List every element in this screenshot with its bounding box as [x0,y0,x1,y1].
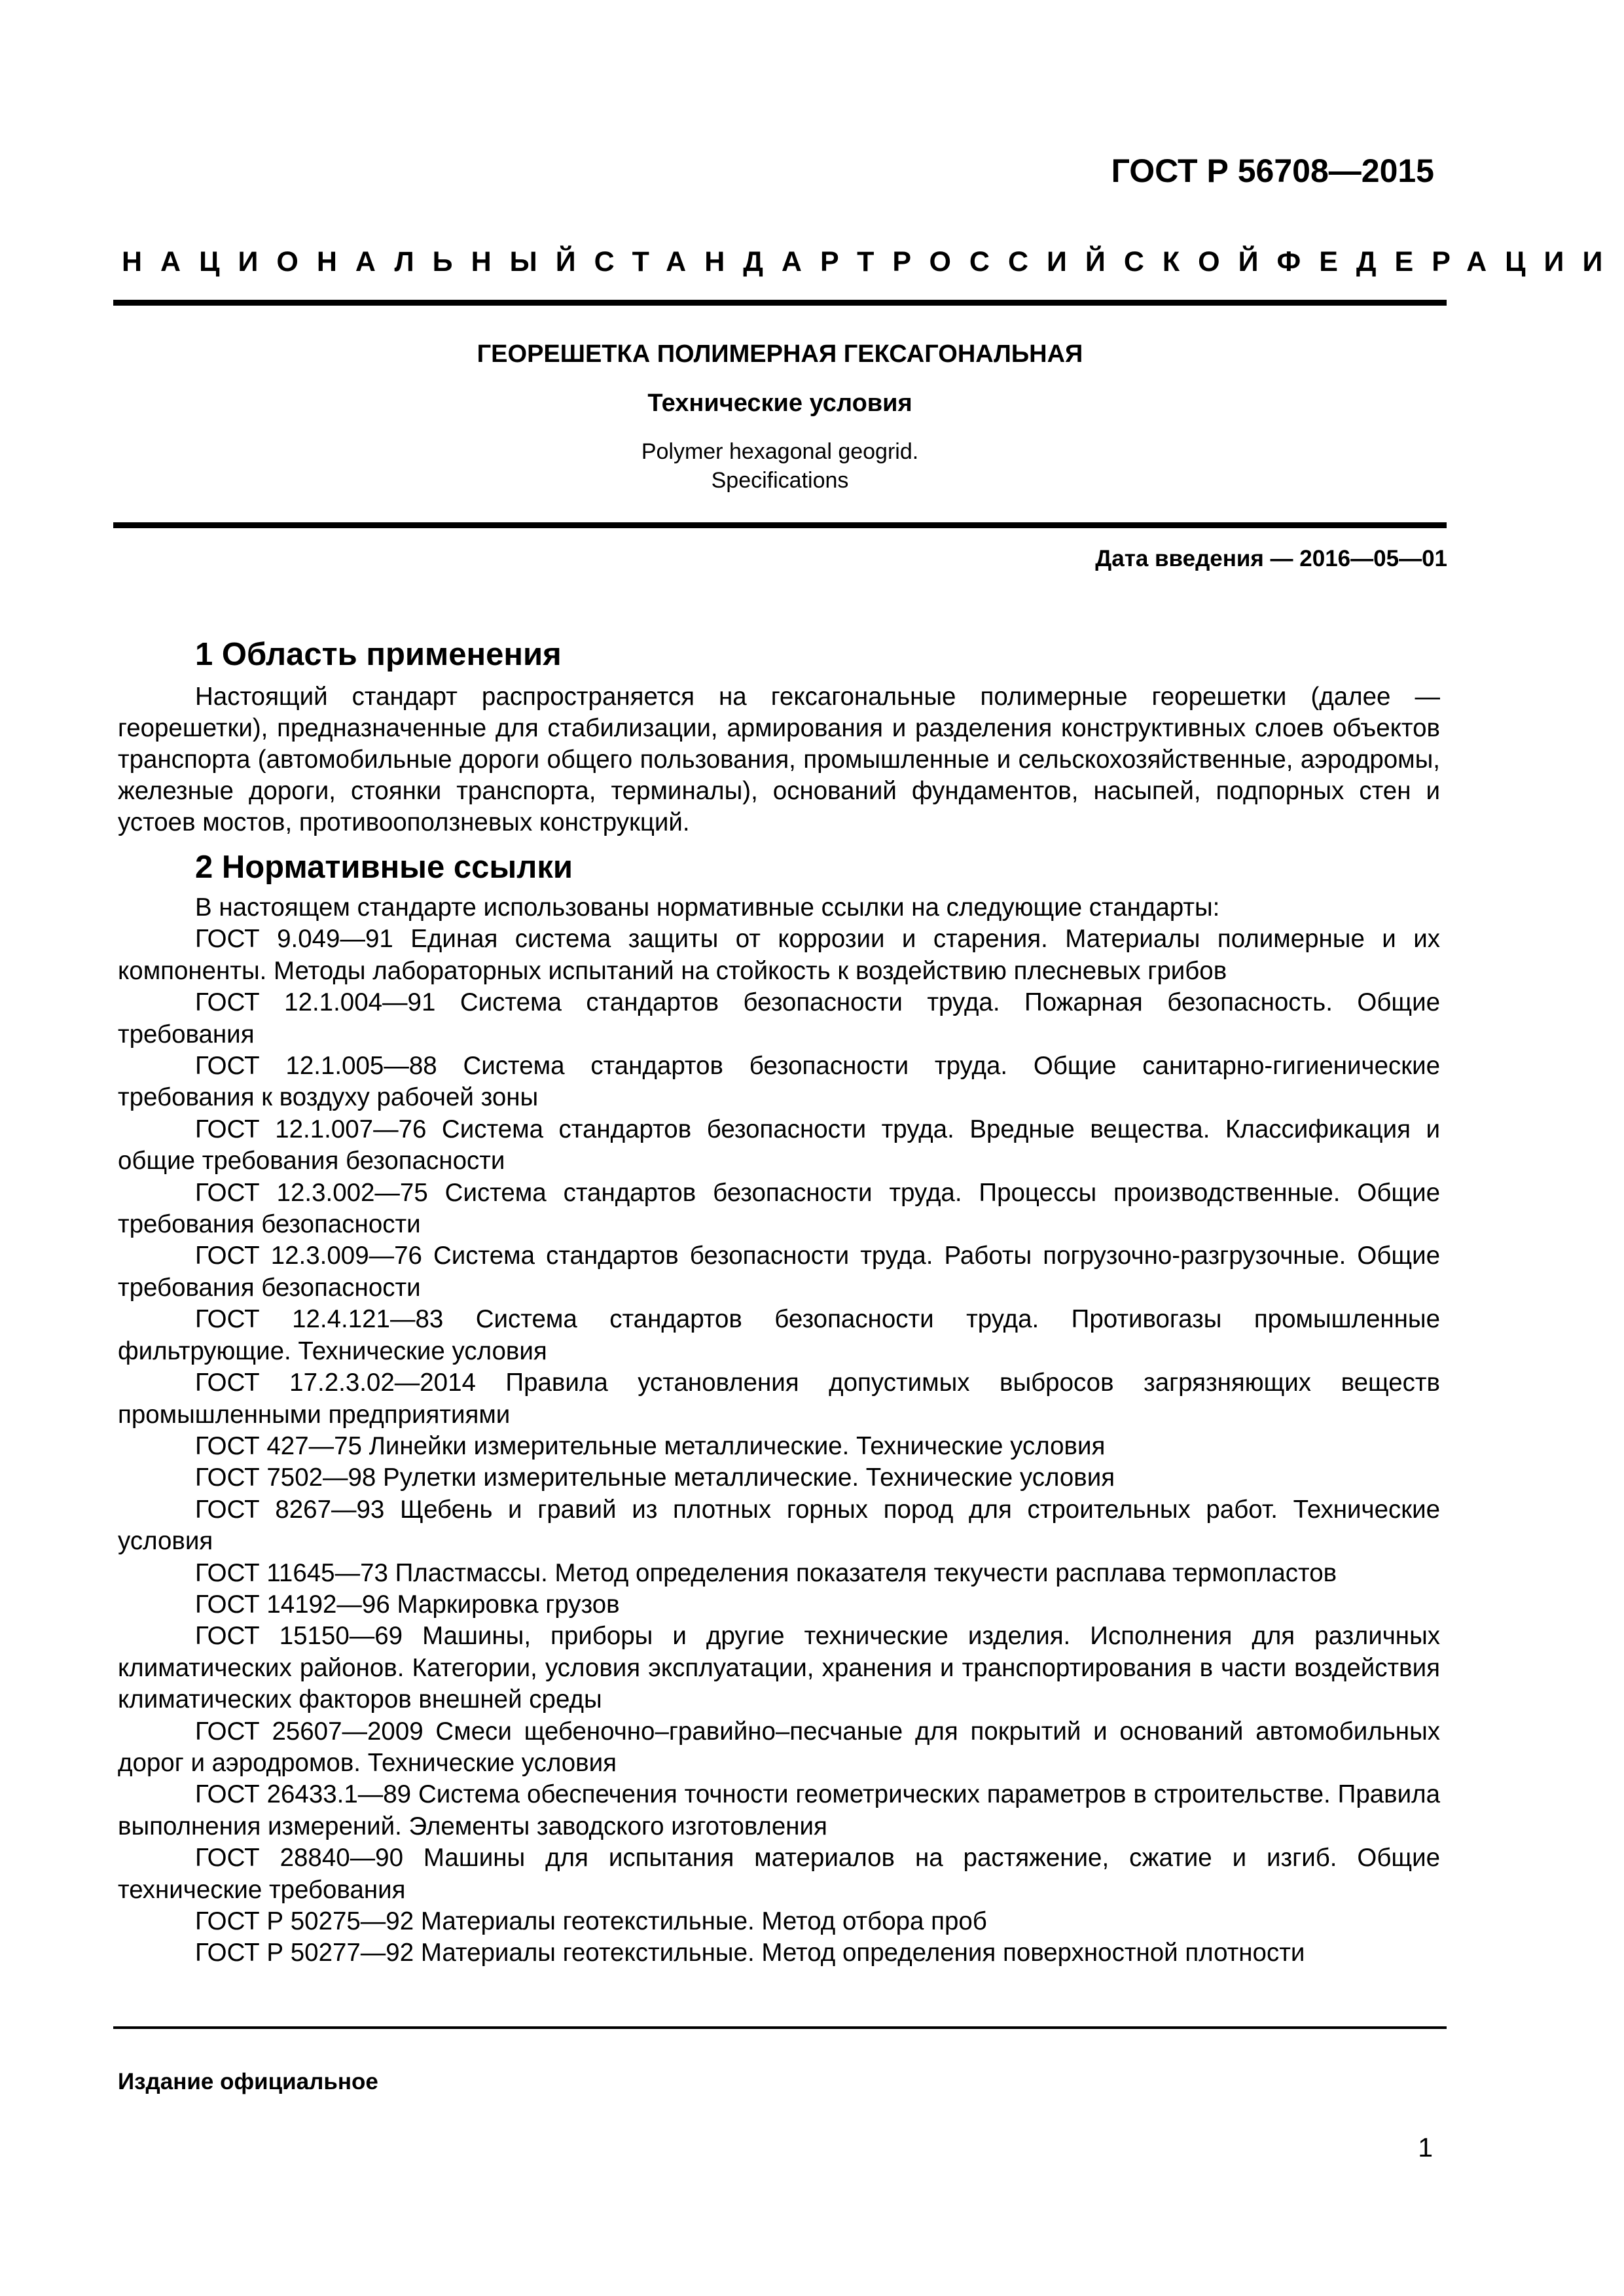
reference-item: ГОСТ 12.1.007—76 Система стандартов безопасности труда. Вредные вещества. Классификация и общие требования безопасности [118,1115,1440,1175]
section-1-heading: 1 Область применения [195,637,562,672]
reference-list [118,924,1440,1969]
official-edition-label: Издание официальное [118,2069,378,2094]
national-standard-banner [122,246,1621,278]
banner-word: СТАНДАРТ [594,246,893,278]
reference-item: ГОСТ 26433.1—89 Система обеспечения точности геометрических параметров в строительстве. Правила выполнения измерений. Элементы заводского изготовления [118,1780,1440,1840]
introduction-date: Дата введения — 2016—05—01 [1095,546,1447,571]
banner-word: НАЦИОНАЛЬНЫЙ [122,246,594,278]
page-number: 1 [1418,2132,1433,2162]
reference-item: ГОСТ 25607—2009 Смеси щебеночно–гравийно–песчаные для покрытий и оснований автомобильных дорог и аэродромов. Технические условия [118,1717,1440,1777]
reference-item: ГОСТ 427—75 Линейки измерительные металлические. Технические условия [195,1431,1106,1460]
english-title [113,437,1447,495]
banner-word: ФЕДЕРАЦИИ [1276,246,1621,278]
english-title-line-1: Polymer hexagonal geogrid. [641,439,919,464]
reference-item: ГОСТ Р 50277—92 Материалы геотекстильные. Метод определения поверхностной плотности [195,1939,1305,1967]
reference-item: ГОСТ 12.3.002—75 Система стандартов безопасности труда. Процессы производственные. Общие требования безопасности [118,1178,1440,1239]
reference-item: ГОСТ 28840—90 Машины для испытания материалов на растяжение, сжатие и изгиб. Общие технические требования [118,1844,1440,1904]
reference-item: ГОСТ 12.3.009—76 Система стандартов безопасности труда. Работы погрузочно-разгрузочные. Общие требования безопасности [118,1242,1440,1302]
document-subtitle: Технические условия [647,389,912,417]
reference-item: ГОСТ 12.1.005—88 Система стандартов безопасности труда. Общие санитарно-гигиенические требования к воздуху рабочей зоны [118,1052,1440,1112]
reference-item: ГОСТ 9.049—91 Единая система защиты от коррозии и старения. Материалы полимерные и их компоненты. Методы лабораторных испытаний на стойкость к воздействию плесневых грибов [118,925,1440,985]
reference-item: ГОСТ 14192—96 Маркировка грузов [195,1590,620,1619]
reference-item: ГОСТ Р 50275—92 Материалы геотекстильные. Метод отбора проб [195,1907,987,1935]
reference-item: ГОСТ 17.2.3.02—2014 Правила установления допустимых выбросов загрязняющих веществ промышленными предприятиями [118,1369,1440,1429]
reference-item: ГОСТ 8267—93 Щебень и гравий из плотных горных пород для строительных работ. Технические условия [118,1495,1440,1556]
reference-item: ГОСТ 7502—98 Рулетки измерительные металлические. Технические условия [195,1463,1115,1492]
reference-item: ГОСТ 15150—69 Машины, приборы и другие технические изделия. Исполнения для различных климатических районов. Категории, условия эксплуатации, хранения и транспортирования в части воздействия климатических факторов внешней среды [118,1622,1440,1714]
reference-item: ГОСТ 11645—73 Пластмассы. Метод определения показателя текучести расплава термопластов [195,1558,1337,1587]
footer-rule [113,2026,1447,2029]
references-intro: В настоящем стандарте использованы нормативные ссылки на следующие стандарты: [195,893,1220,922]
reference-item: ГОСТ 12.1.004—91 Система стандартов безопасности труда. Пожарная безопасность. Общие требования [118,988,1440,1049]
section-2-heading: 2 Нормативные ссылки [195,850,573,885]
document-title: ГЕОРЕШЕТКА ПОЛИМЕРНАЯ ГЕКСАГОНАЛЬНАЯ [477,340,1083,368]
header-rule [113,300,1447,306]
banner-word: РОССИЙСКОЙ [892,246,1277,278]
title-rule [113,522,1447,528]
section-1-text: Настоящий стандарт распространяется на гексагональные полимерные георешетки (далее — георешетки), предназначенные для стабилизации, армирования и разделения конструктивных слоев объектов транспорта (автомобильные дороги общего пользования, промышленные и сельскохозяйственные, аэродромы, железные дороги, стоянки транспорта, терминалы), оснований фундаментов, насыпей, подпорных стен и устоев мостов, противооползневых конструкций. [118,683,1440,836]
reference-item: ГОСТ 12.4.121—83 Система стандартов безопасности труда. Противогазы промышленные фильтрующие. Технические условия [118,1305,1440,1365]
normative-references [118,892,1440,1969]
document-code: ГОСТ Р 56708—2015 [1111,152,1434,189]
english-title-line-2: Specifications [711,468,849,493]
